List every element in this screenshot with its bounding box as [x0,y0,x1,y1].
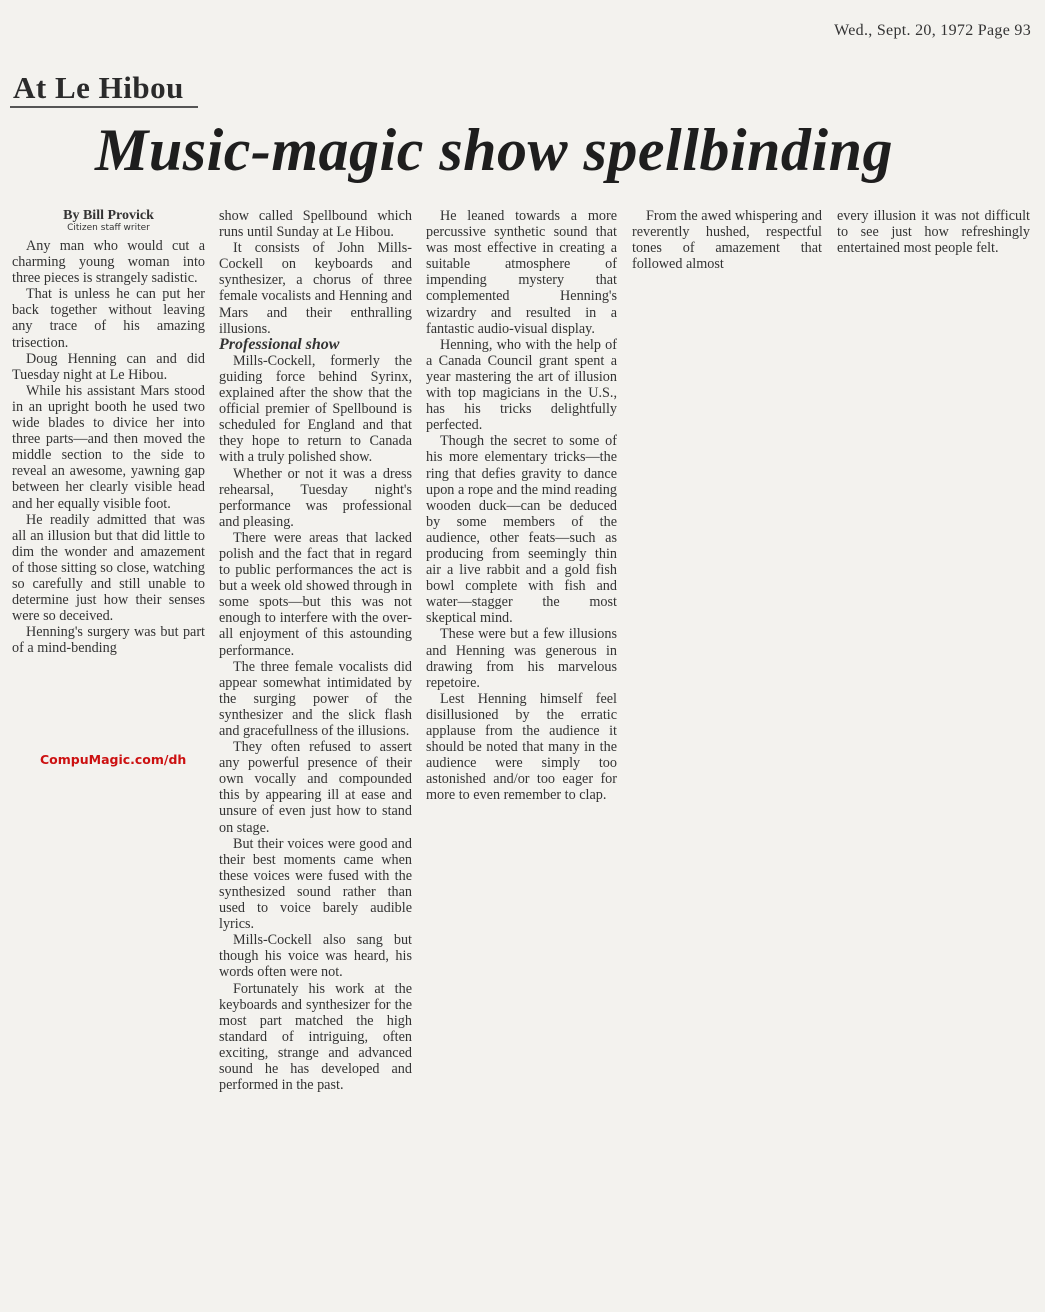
paragraph: Mills-Cockell, formerly the guiding force behind Syrinx, explained after the show that the official premier of Spellbound is scheduled for England and that they hope to return to Canada with a truly polished show. [219,352,412,466]
byline-name: By Bill Provick [63,208,154,223]
paragraph: Though the secret to some of his more elementary tricks—the ring that defies gravity to dance upon a rope and the mind reading wooden duck—can be deduced by some members of the audience, other feats—such as producing from seemingly thin air a live rabbit and a gold fish bowl complete with fish and water—stagger the most skeptical mind. [426,433,617,627]
paragraph: There were areas that lacked polish and the fact that in regard to public performances the act is but a week old showed through in some spots—but this was not enough to interfere with the over-all enjoyment of this astounding performance. [219,529,412,659]
paragraph: Lest Henning himself feel disillusioned by the erratic applause from the audience it should be noted that many in the audience were simply too astonished and/or too eager for more to even remember to clap. [426,690,617,804]
paragraph: It consists of John Mills-Cockell on keyboards and synthesizer, a chorus of three female vocalists and Henning and Mars and their enthralling illusions. [219,240,412,337]
paragraph: Any man who would cut a charming young woman into three pieces is strangely sadistic. [12,238,205,287]
column-3 [426,208,617,803]
paragraph: Henning's surgery was but part of a mind-bending [12,624,205,657]
column-2 [219,208,412,1093]
byline-role: Citizen staff writer [67,223,150,233]
headline: Music-magic show spellbinding [95,117,893,183]
kicker-underline [10,106,198,108]
watermark-link: CompuMagic.com/dh [40,752,187,767]
paragraph: Fortunately his work at the keyboards and synthesizer for the most part matched the high standard of intriguing, often exciting, strange and advanced sound he has developed and performed in the past. [219,980,412,1094]
section-kicker: At Le Hibou [13,70,184,105]
paragraph: From the awed whispering and reverently hushed, respectful tones of amazement that followed almost [632,208,822,273]
paragraph: He readily admitted that was all an illusion but that did little to dim the wonder and amazement of those sitting so close, watching so carefully and still unable to determine just how their senses were so deceived. [12,511,205,625]
paragraph: show called Spellbound which runs until Sunday at Le Hibou. [219,208,412,241]
paragraph: That is unless he can put her back together without leaving any trace of his amazing trisection. [12,286,205,351]
column-4 [632,208,822,272]
dateline: Wed., Sept. 20, 1972 Page 93 [834,22,1031,39]
paragraph: Whether or not it was a dress rehearsal, Tuesday night's performance was professional and pleasing. [219,465,412,530]
paragraph: Mills-Cockell also sang but though his voice was heard, his words often were not. [219,932,412,981]
subhead: Professional show [219,335,340,353]
paragraph: While his assistant Mars stood in an upright booth he used two wide blades to divice her into three parts—and then moved the middle section to the side to reveal an awesome, yawning gap between her clearly visible head and her equally visible foot. [12,382,205,512]
column-1 [12,208,205,656]
paragraph: They often refused to assert any powerful presence of their own vocally and compounded this by appearing ill at ease and unsure of even just how to stand on stage. [219,739,412,836]
paragraph: every illusion it was not difficult to see just how refreshingly entertained most people felt. [837,208,1030,257]
paragraph: The three female vocalists did appear somewhat intimidated by the surging power of the synthesizer and the slick flash and gracefullness of the illusions. [219,658,412,739]
paragraph: He leaned towards a more percussive synthetic sound that was most effective in creating a suitable atmosphere of impending mystery that complemented Henning's wizardry and resulted in a fantastic audio-visual display. [426,208,617,337]
column-5 [837,208,1030,256]
paragraph: These were but a few illusions and Henning was generous in drawing from his marvelous repetoire. [426,626,617,691]
paragraph: Doug Henning can and did Tuesday night at Le Hibou. [12,350,205,383]
paragraph: Henning, who with the help of a Canada Council grant spent a year mastering the art of illusion with top magicians in the U.S., has his tricks delightfully perfected. [426,336,617,434]
paragraph: But their voices were good and their best moments came when these voices were fused with the synthesized sound rather than used to voice barely audible lyrics. [219,835,412,933]
